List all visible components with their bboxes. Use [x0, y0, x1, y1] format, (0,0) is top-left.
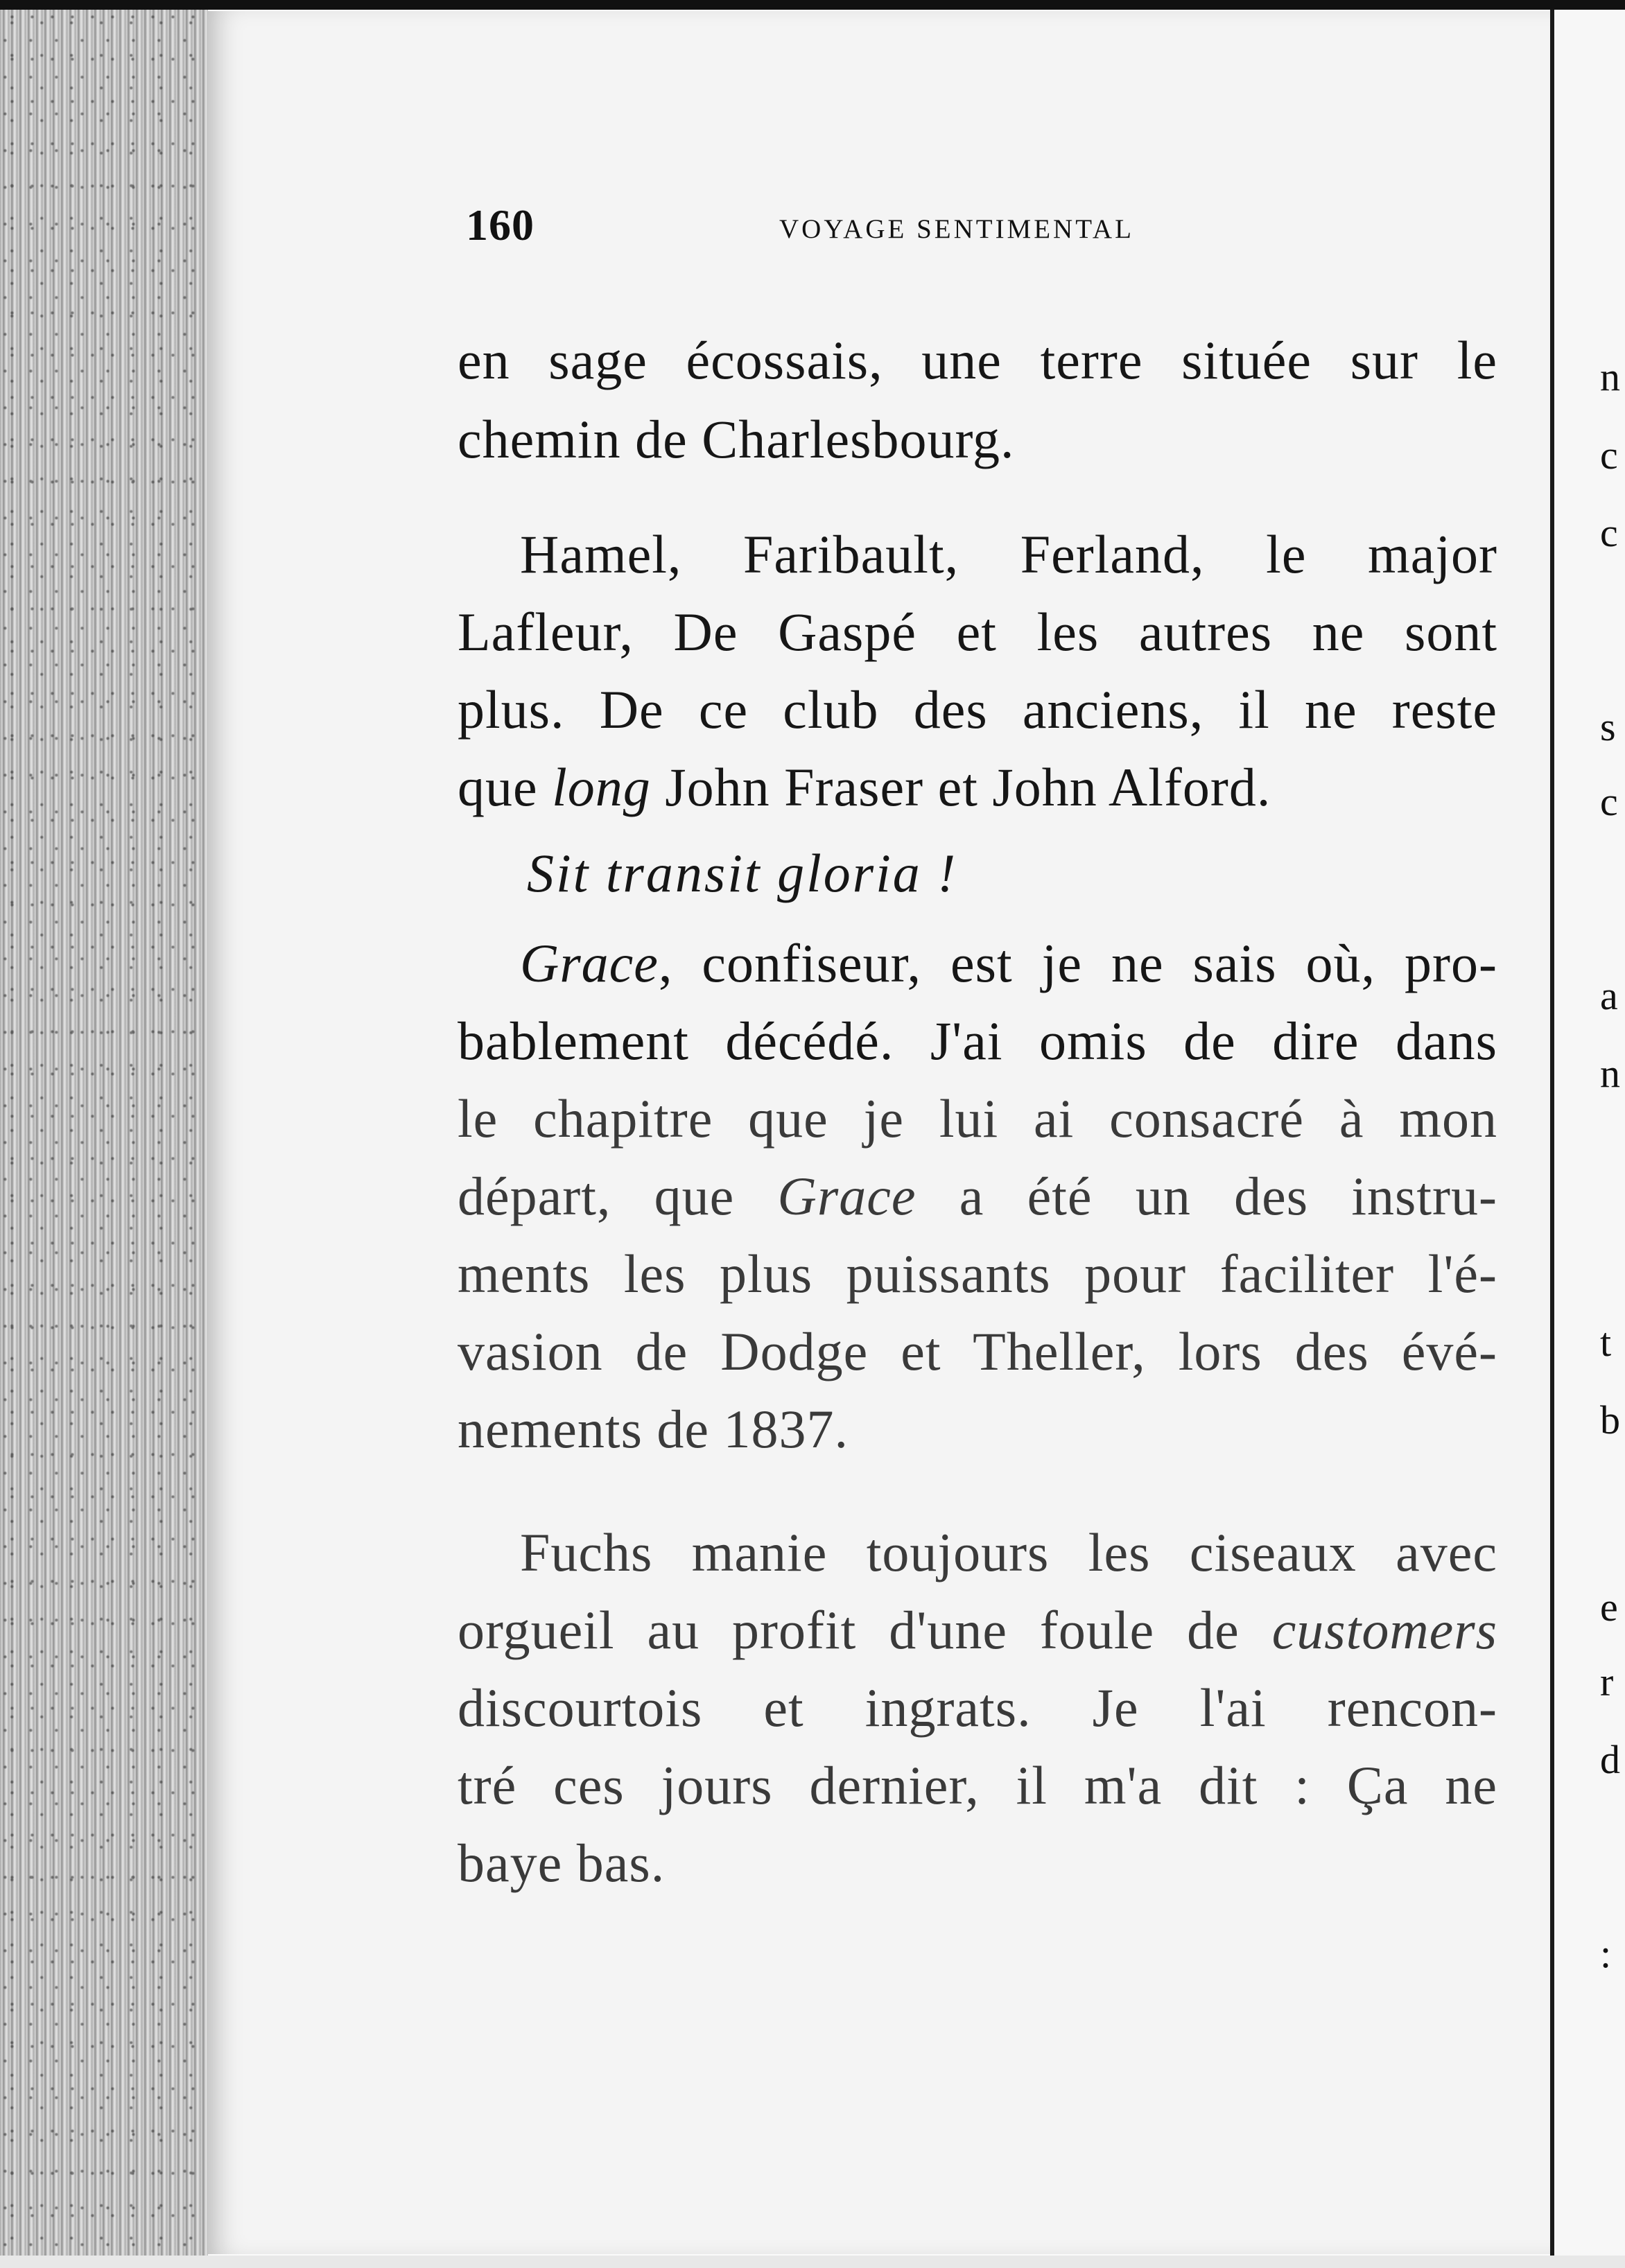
sliver-letter: d: [1600, 1737, 1620, 1782]
text-line: Fuchs manie toujours les ciseaux avec: [520, 1522, 1497, 1582]
latin-motto: Sit transit gloria !: [527, 843, 958, 903]
sliver-letter: c: [1600, 510, 1618, 555]
italic-word: long: [552, 757, 651, 817]
book-gutter: [1550, 10, 1554, 2256]
sliver-letter: n: [1600, 1051, 1620, 1096]
italic-word: Grace: [777, 1166, 916, 1226]
text-line: baye bas.: [458, 1833, 666, 1893]
text-line: chemin de Charlesbourg.: [458, 409, 1015, 469]
text-line: que long John Fraser et John Alford.: [458, 757, 1271, 817]
scan-top-border: [0, 0, 1625, 10]
text-line: orgueil au profit d'une foule de customers: [458, 1600, 1497, 1660]
sliver-letter: a: [1600, 973, 1618, 1018]
sliver-letter: e: [1600, 1585, 1618, 1630]
text-line: bablement décédé. J'ai omis de dire dans: [458, 1011, 1497, 1071]
sliver-letter: c: [1600, 433, 1618, 478]
sliver-letter: :: [1600, 1931, 1612, 1976]
next-page-sliver: [1554, 10, 1625, 2256]
scan-bottom-border: [0, 2256, 1625, 2268]
sliver-letter: n: [1600, 354, 1620, 399]
text-line: vasion de Dodge et Theller, lors des évé-: [458, 1321, 1497, 1381]
page-edge-speckle: [0, 0, 208, 2268]
text-line: tré ces jours dernier, il m'a dit : Ça ne: [458, 1755, 1497, 1815]
sliver-letter: s: [1600, 704, 1616, 749]
italic-word: customers: [1271, 1600, 1497, 1660]
text-line: plus. De ce club des anciens, il ne reste: [458, 679, 1497, 740]
text-line: Lafleur, De Gaspé et les autres ne sont: [458, 602, 1497, 662]
sliver-letter: r: [1600, 1659, 1614, 1704]
page-number: 160: [466, 200, 535, 250]
text-line: Hamel, Faribault, Ferland, le major: [520, 524, 1497, 584]
text-line: nements de 1837.: [458, 1399, 849, 1459]
text-line: le chapitre que je lui ai consacré à mon: [458, 1088, 1497, 1149]
running-title: VOYAGE SENTIMENTAL: [779, 214, 1134, 244]
text-line: discourtois et ingrats. Je l'ai rencon-: [458, 1677, 1497, 1738]
text-line: ments les plus puissants pour faciliter l'é-: [458, 1244, 1497, 1304]
sliver-letter: t: [1600, 1320, 1612, 1365]
sliver-letter: b: [1600, 1397, 1620, 1442]
italic-word: Grace: [520, 933, 659, 993]
sliver-letter: c: [1600, 779, 1618, 824]
text-line: départ, que Grace a été un des instru-: [458, 1166, 1497, 1226]
text-line: Grace, confiseur, est je ne sais où, pro-: [520, 933, 1497, 993]
text-line: en sage écossais, une terre située sur le: [458, 330, 1497, 390]
